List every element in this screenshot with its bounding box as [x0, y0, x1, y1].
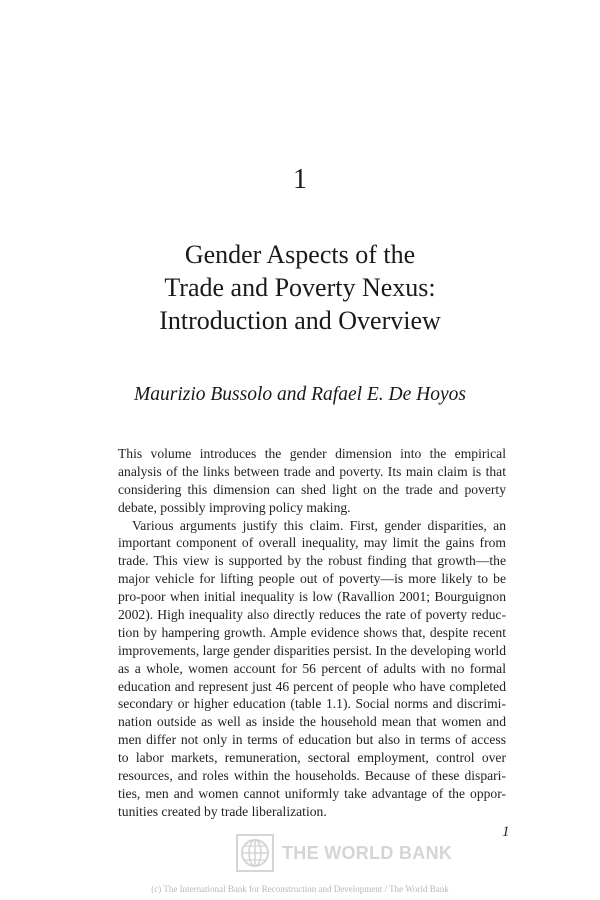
- body-line: trade. This view is supported by the robust finding that growth—the: [118, 553, 506, 569]
- body-line: 2002). High inequality also directly reduces the rate of poverty reduc-: [118, 607, 506, 623]
- body-line: important component of overall inequality, may limit the gains from: [118, 535, 506, 551]
- body-line: as a whole, women account for 56 percent of adults with no formal: [118, 660, 506, 676]
- body-line: major vehicle for lifting people out of poverty—is more likely to be: [118, 571, 506, 587]
- body-line: resources, and roles within the households. Because of these dispari-: [118, 768, 506, 784]
- chapter-title-line: Trade and Poverty Nexus:: [164, 273, 436, 302]
- body-line: to labor markets, remuneration, sectoral employment, control over: [118, 750, 506, 766]
- body-line: improvements, large gender disparities persist. In the developing world: [118, 642, 506, 658]
- chapter-title-line: Gender Aspects of the: [184, 240, 416, 269]
- body-line: nation outside as well as inside the household mean that women and: [118, 714, 506, 730]
- body-line: debate, possibly improving policy making.: [118, 499, 351, 515]
- body-line: secondary or higher education (table 1.1). Social norms and discrimi-: [118, 696, 506, 712]
- page-number: 1: [502, 824, 510, 840]
- body-line: education and represent just 46 percent of people who have completed: [118, 678, 506, 694]
- copyright-notice: (c) The International Bank for Reconstruction and Development / The World Bank: [151, 884, 449, 894]
- body-text: [118, 445, 506, 821]
- body-line: tunities created by trade liberalization.: [118, 803, 327, 819]
- body-line: Various arguments justify this claim. First, gender disparities, an: [132, 517, 506, 533]
- watermark-text: THE WORLD BANK: [282, 843, 453, 863]
- world-bank-watermark: [236, 834, 486, 874]
- body-line: ties, men and women cannot uniformly take advantage of the oppor-: [118, 785, 506, 801]
- body-line: men differ not only in terms of education but also in terms of access: [118, 732, 506, 748]
- body-line: analysis of the links between trade and poverty. Its main claim is that: [118, 463, 506, 479]
- chapter-authors: Maurizio Bussolo and Rafael E. De Hoyos: [133, 384, 466, 405]
- body-line: considering this dimension can shed light on the trade and poverty: [118, 481, 506, 497]
- chapter-title-line: Introduction and Overview: [159, 306, 441, 335]
- world-bank-globe-logo-icon: [236, 834, 274, 872]
- body-line: tion by hampering growth. Ample evidence shows that, despite recent: [118, 624, 506, 640]
- body-line: This volume introduces the gender dimension into the empirical: [118, 446, 506, 461]
- chapter-number: 1: [293, 164, 307, 195]
- chapter-title: [0, 238, 600, 337]
- body-line: pro-poor when initial inequality is low (Ravallion 2001; Bourguignon: [118, 589, 506, 605]
